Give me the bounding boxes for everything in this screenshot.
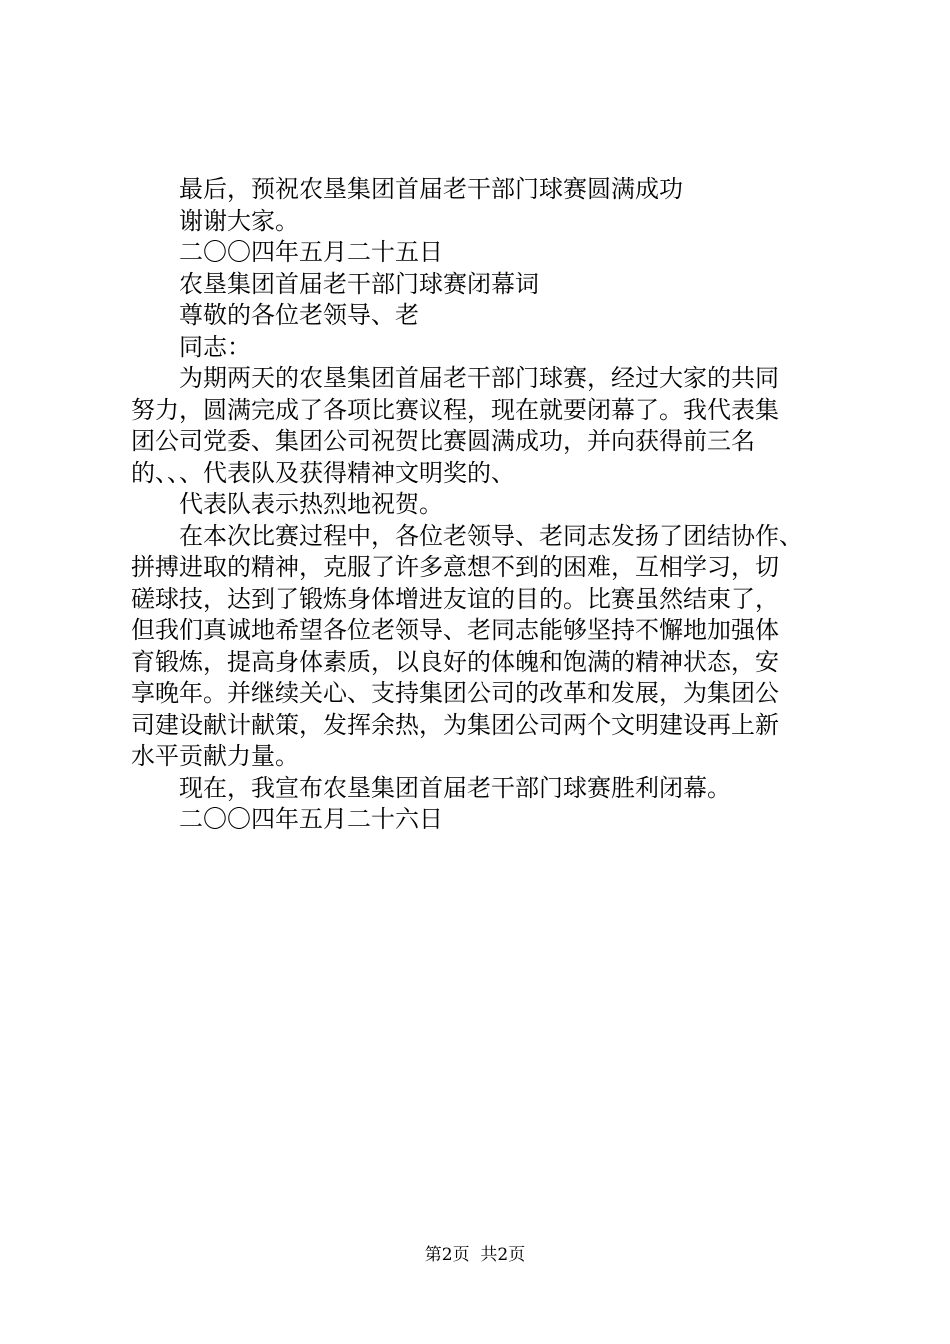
text-line: 磋球技，达到了锻炼身体增进友谊的目的。比赛虽然结束了，	[131, 584, 779, 613]
date-line: 二〇〇四年五月二十五日	[179, 238, 443, 266]
text-line: 谢谢大家。	[179, 206, 299, 235]
text-line: 的、、、代表队及获得精神文明奖的、	[131, 458, 515, 487]
text-line: 代表队表示热烈地祝贺。	[179, 490, 443, 518]
text-line: 但我们真诚地希望各位老领导、老同志能够坚持不懈地加强体	[131, 616, 779, 644]
text-line: 享晚年。并继续关心、支持集团公司的改革和发展，为集团公	[131, 679, 779, 707]
text-line: 努力，圆满完成了各项比赛议程，现在就要闭幕了。我代表集	[131, 395, 779, 424]
page-number: 第2页 共2页	[424, 1245, 526, 1265]
text-line: 司建设献计献策，发挥余热，为集团公司两个文明建设再上新	[131, 710, 779, 739]
text-line: 拼搏进取的精神，克服了许多意想不到的困难，互相学习，切	[131, 553, 779, 581]
salutation: 尊敬的各位老领导、老	[179, 301, 419, 329]
text-line: 为期两天的农垦集团首届老干部门球赛，经过大家的共同	[179, 364, 779, 392]
text-line: 现在，我宣布农垦集团首届老干部门球赛胜利闭幕。	[179, 773, 731, 802]
date-line: 二〇〇四年五月二十六日	[179, 805, 443, 833]
text-line: 团公司党委、集团公司祝贺比赛圆满成功，并向获得前三名	[131, 427, 755, 455]
document-body	[131, 174, 831, 836]
page-footer	[0, 1244, 950, 1266]
text-line: 最后，预祝农垦集团首届老干部门球赛圆满成功	[179, 175, 683, 203]
section-title: 农垦集团首届老干部门球赛闭幕词	[179, 269, 539, 298]
salutation: 同志：	[179, 332, 251, 361]
text-line: 育锻炼，提高身体素质，以良好的体魄和饱满的精神状态，安	[131, 647, 779, 676]
text-line: 水平贡献力量。	[131, 742, 299, 770]
text-line: 在本次比赛过程中，各位老领导、老同志发扬了团结协作、	[179, 521, 803, 550]
